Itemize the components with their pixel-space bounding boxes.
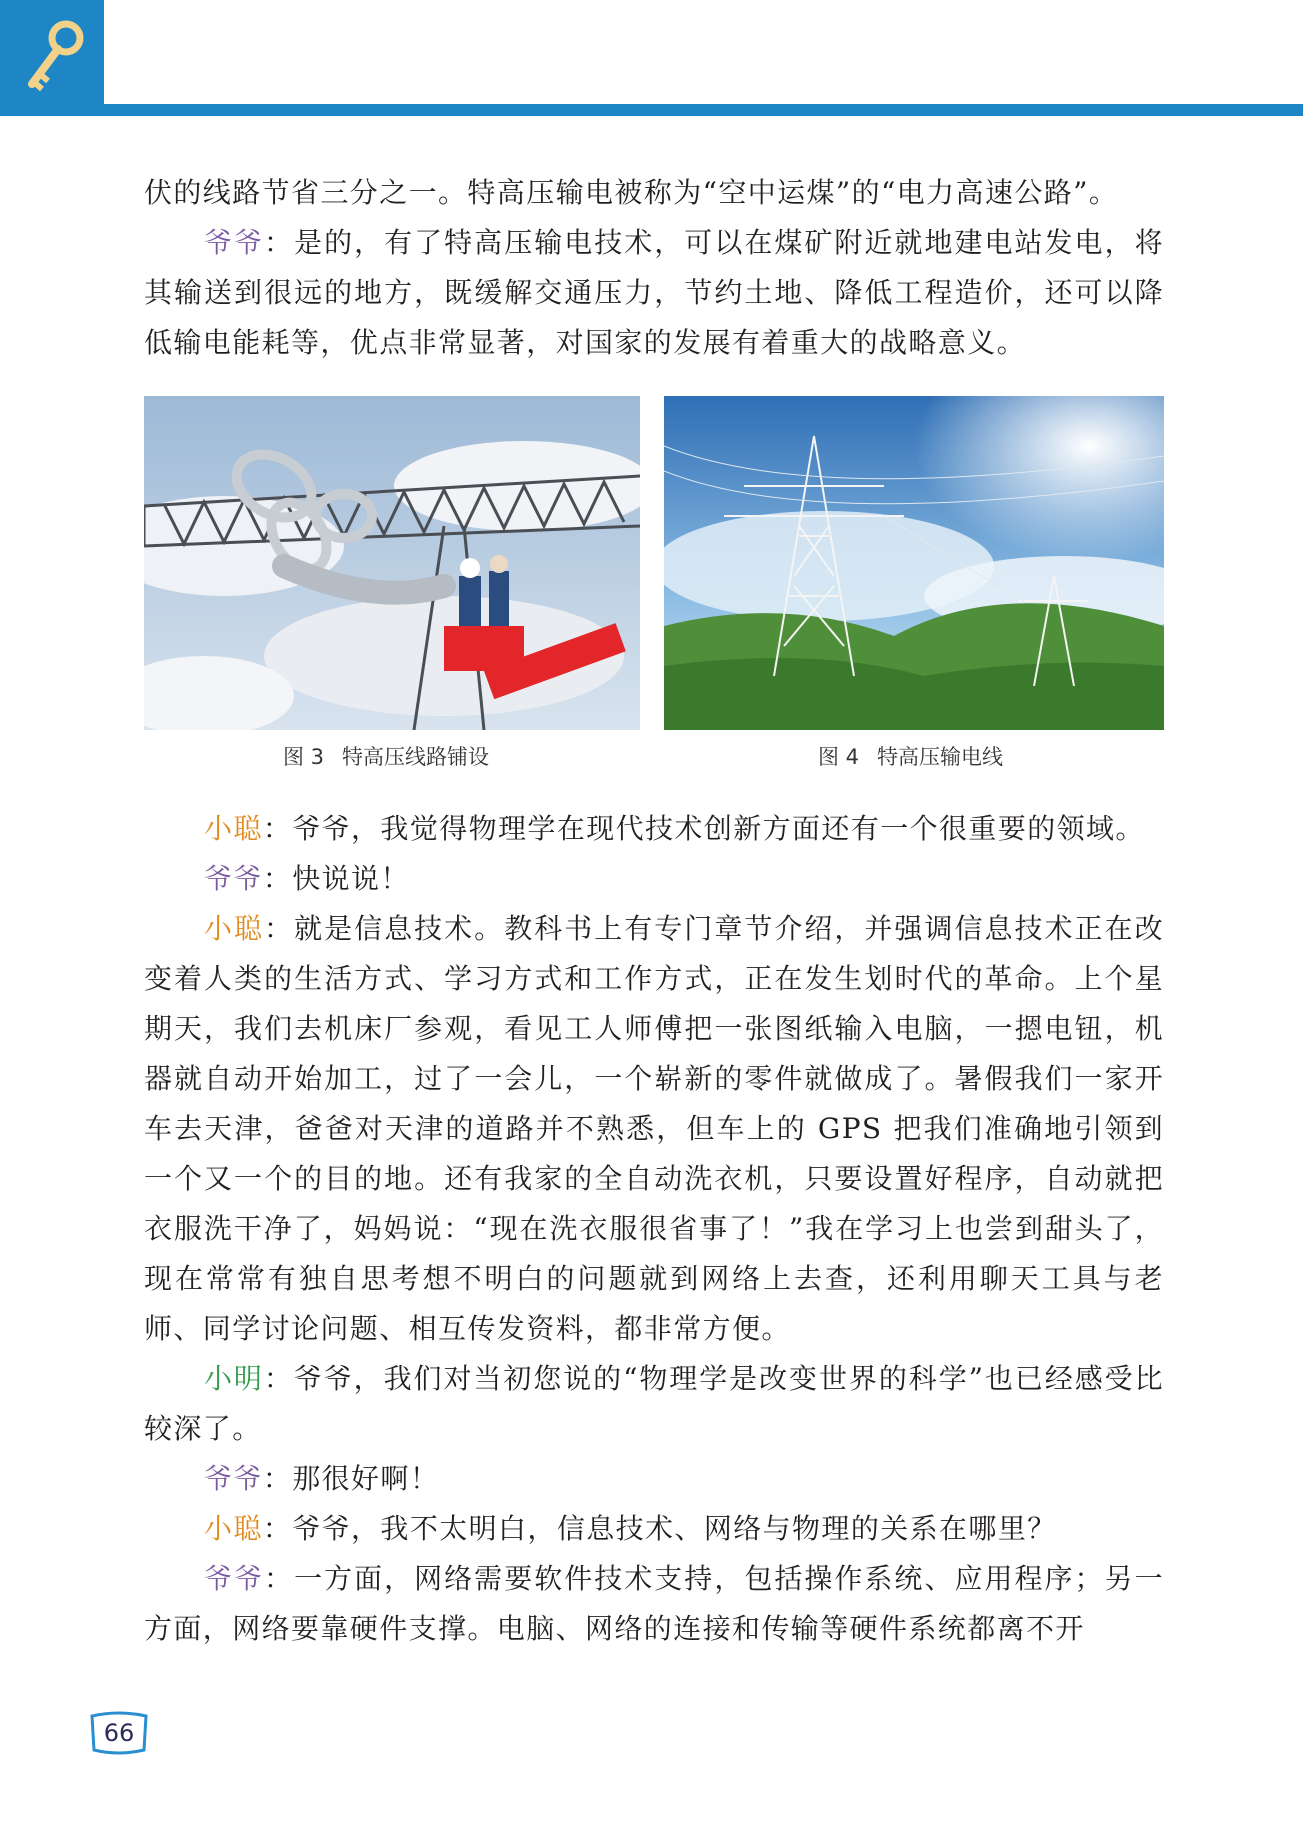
figure-3-caption: 图 3 特高压线路铺设 bbox=[283, 745, 490, 769]
header-corner bbox=[0, 0, 104, 116]
page-number: 66 bbox=[103, 1719, 135, 1747]
speaker-label: 爷爷 bbox=[204, 862, 263, 895]
paragraph: 小明：爷爷，我们对当初您说的“物理学是改变世界的科学”也已经感受比较深了。 bbox=[144, 1362, 1164, 1445]
paragraph: 爷爷：那很好啊！ bbox=[204, 1462, 440, 1495]
figure-3-image bbox=[144, 396, 640, 730]
figure-4-caption: 图 4 特高压输电线 bbox=[818, 745, 1004, 769]
speaker-label: 小聪 bbox=[204, 912, 265, 945]
paragraph: 小聪：就是信息技术。教科书上有专门章节介绍，并强调信息技术正在改变着人类的生活方式、学习方式和工作方式，正在发生划时代的革命。上个星期天，我们去机床厂参观，看见工人师傅把一张图纸输入电脑，一摁电钮，机器就自动开始加工，过了一会儿，一个崭新的零件就做成了。暑假我们一家开车去天津，爸爸对天津的道路并不熟悉，但车上的 GPS 把我们准确地引领到一个又一个的目的地。还有我家的全自动洗衣机，只要设置好程序，自动就把衣服洗干净了，妈妈说：“现在洗衣服很省事了！”我在学习上也尝到甜头了，现在常常有独自思考想不明白的问题就到网络上去查，还利用聊天工具与老师、同学讨论问题、相互传发资料，都非常方便。 bbox=[144, 912, 1164, 1345]
top-text bbox=[144, 168, 1164, 368]
speaker-label: 爷爷 bbox=[204, 1562, 265, 1595]
figure-4-image bbox=[664, 396, 1164, 730]
speaker-label: 小明 bbox=[204, 1362, 264, 1395]
speaker-label: 爷爷 bbox=[204, 1462, 263, 1495]
bottom-text bbox=[144, 804, 1164, 1654]
speaker-label: 爷爷 bbox=[204, 226, 265, 259]
paragraph: 爷爷：快说说！ bbox=[204, 862, 410, 895]
key-icon bbox=[20, 18, 90, 98]
paragraph: 小聪：爷爷，我觉得物理学在现代技术创新方面还有一个很重要的领域。 bbox=[204, 812, 1145, 845]
paragraph: 小聪：爷爷，我不太明白，信息技术、网络与物理的关系在哪里？ bbox=[204, 1512, 1057, 1545]
page-number-badge bbox=[86, 1710, 152, 1756]
paragraph bbox=[144, 218, 1164, 368]
speaker-label: 小聪 bbox=[204, 812, 263, 845]
paragraph-text: ：是的，有了特高压输电技术，可以在煤矿附近就地建电站发电，将其输送到很远的地方，既缓解交通压力，节约土地、降低工程造价，还可以降低输电能耗等，优点非常显著，对国家的发展有着重大的战略意义。 bbox=[144, 226, 1164, 359]
paragraph: 伏的线路节省三分之一。特高压输电被称为“空中运煤”的“电力高速公路”。 bbox=[144, 176, 1119, 209]
header-rule bbox=[0, 104, 1303, 116]
paragraph: 爷爷：一方面，网络需要软件技术支持，包括操作系统、应用程序；另一方面，网络要靠硬件支撑。电脑、网络的连接和传输等硬件系统都离不开 bbox=[144, 1562, 1164, 1645]
speaker-label: 小聪 bbox=[204, 1512, 263, 1545]
